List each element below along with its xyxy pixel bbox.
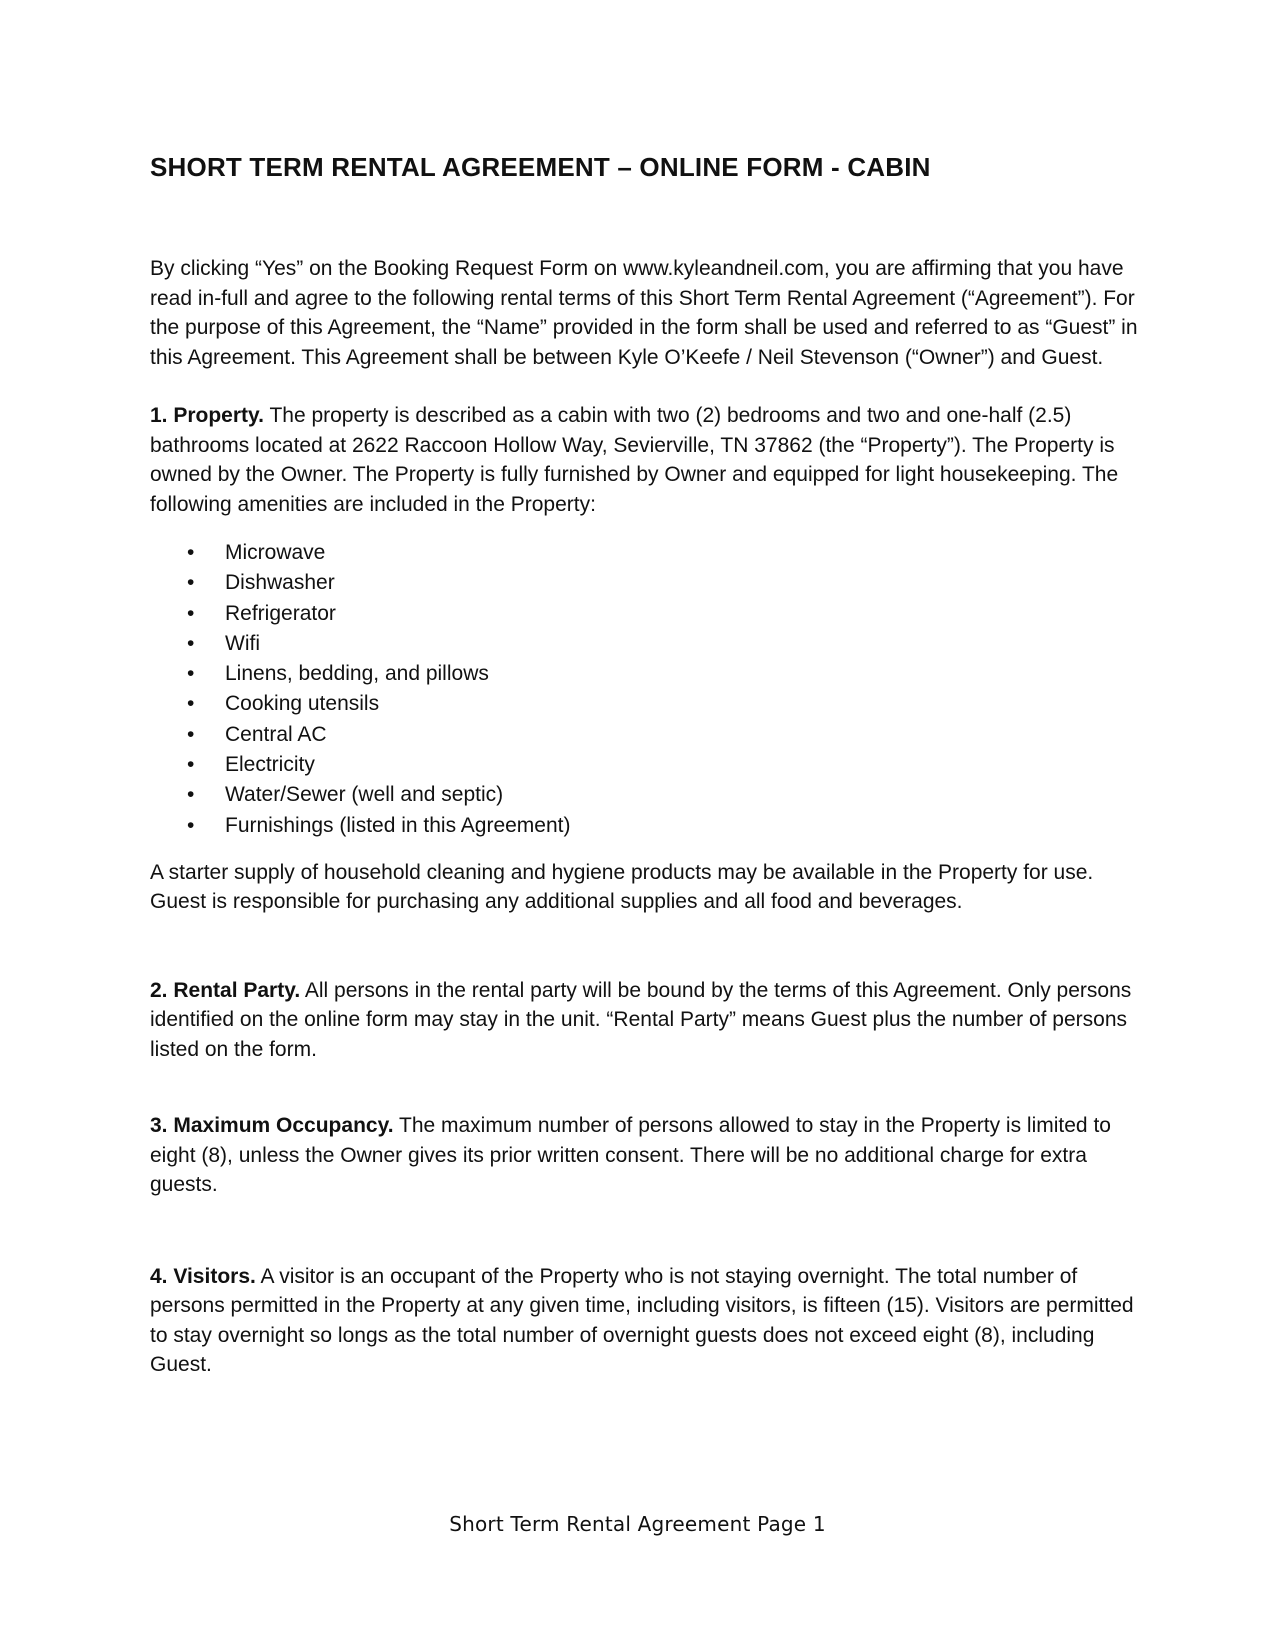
bullet-icon: • <box>187 813 195 837</box>
list-item <box>150 629 1140 659</box>
section-heading: 4. Visitors. <box>150 1264 256 1288</box>
section-visitors <box>150 1262 1140 1380</box>
list-item-label: Furnishings (listed in this Agreement) <box>225 813 571 837</box>
list-item-label: Dishwasher <box>225 571 335 595</box>
list-item-label: Electricity <box>225 753 315 777</box>
bullet-icon: • <box>187 662 195 686</box>
section-heading: 3. Maximum Occupancy. <box>150 1114 394 1138</box>
list-item <box>150 720 1140 750</box>
list-item-label: Wifi <box>225 631 260 655</box>
list-item-label: Cooking utensils <box>225 692 380 716</box>
bullet-icon: • <box>187 722 195 746</box>
list-item-label: Linens, bedding, and pillows <box>225 662 489 686</box>
document-body <box>150 150 1140 1380</box>
page-footer: Short Term Rental Agreement Page 1 <box>449 1512 826 1536</box>
section-text: The property is described as a cabin with two (2) bedrooms and two and one-half (2.5) bathrooms located at 2622 Raccoon Hollow Way, Sevierville, TN 37862 (the “Property”). The Property is owned by the Owner. The Property is fully furnished by Owner and equipped for light housekeeping. The following amenities are included in the Property: <box>150 404 1119 516</box>
list-item-label: Microwave <box>225 541 326 564</box>
amenities-list <box>150 538 1140 841</box>
list-item <box>150 811 1140 841</box>
list-item-label: Central AC <box>225 722 327 746</box>
list-item <box>150 568 1140 598</box>
section-property <box>150 401 1140 519</box>
list-item-label: Water/Sewer (well and septic) <box>225 783 504 807</box>
section-text: A visitor is an occupant of the Property who is not staying overnight. The total number of persons permitted in the Property at any given time, including visitors, is fifteen (15). Visitors are permitted to stay overnight so longs as the total number of overnight guests does not exceed eight (8), including Guest. <box>150 1264 1134 1377</box>
list-item <box>150 538 1140 568</box>
list-item-label: Refrigerator <box>225 601 336 625</box>
list-item <box>150 659 1140 689</box>
bullet-icon: • <box>187 601 195 625</box>
section-heading: 2. Rental Party. <box>150 978 301 1002</box>
list-item <box>150 599 1140 629</box>
document-title: SHORT TERM RENTAL AGREEMENT – ONLINE FORM - CABIN <box>150 152 931 182</box>
section-maximum-occupancy <box>150 1111 1140 1200</box>
intro-paragraph: By clicking “Yes” on the Booking Request Form on www.kyleandneil.com, you are affirming that you have read in-full and agree to the following rental terms of this Short Term Rental Agreement (“Agreement”). For the purpose of this Agreement, the “Name” provided in the form shall be used and referred to as “Guest” in this Agreement. This Agreement shall be between Kyle O’Keefe / Neil Stevenson (“Owner”) and Guest. <box>150 257 1138 369</box>
supply-note: A starter supply of household cleaning and hygiene products may be available in the Property for use. Guest is responsible for purchasing any additional supplies and all food and beverages. <box>150 860 1094 914</box>
section-rental-party <box>150 976 1140 1065</box>
list-item <box>150 750 1140 780</box>
section-heading: 1. Property. <box>150 404 264 427</box>
section-text: All persons in the rental party will be bound by the terms of this Agreement. Only persons identified on the online form may stay in the unit. “Rental Party” means Guest plus the number of persons listed on the form. <box>150 978 1132 1061</box>
section-text: The maximum number of persons allowed to stay in the Property is limited to eight (8), unless the Owner gives its prior written consent. There will be no additional charge for extra guests. <box>150 1114 1111 1197</box>
bullet-icon: • <box>187 783 195 807</box>
bullet-icon: • <box>187 753 195 777</box>
list-item <box>150 689 1140 719</box>
list-item <box>150 780 1140 810</box>
bullet-icon: • <box>187 541 195 564</box>
bullet-icon: • <box>187 631 195 655</box>
bullet-icon: • <box>187 692 195 716</box>
bullet-icon: • <box>187 571 195 595</box>
